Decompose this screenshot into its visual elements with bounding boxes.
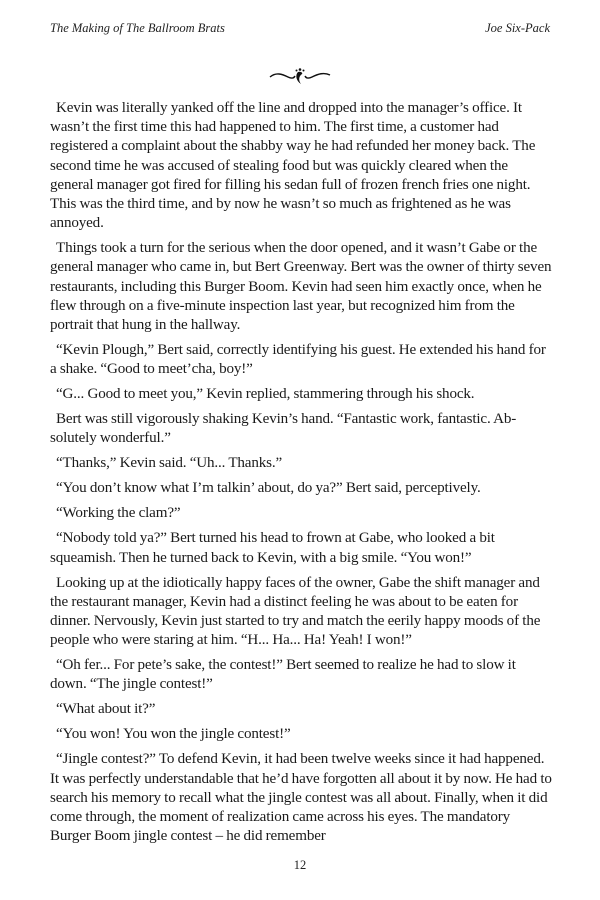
paragraph: “Nobody told ya?” Bert turned his head to frown at Gabe, who looked a bit squeamish. Then he turned back to Kevin, with a big smile. “You won!” (50, 530, 495, 566)
paragraph: “Working the clam?” (56, 505, 181, 522)
paragraph: “What about it?” (56, 701, 156, 718)
paragraph: “G... Good to meet you,” Kevin replied, stammering through his shock. (56, 386, 475, 403)
paragraph: “You don’t know what I’m talkin’ about, do ya?” Bert said, perceptively. (56, 480, 481, 497)
paragraph: Bert was still vigorously shaking Kevin’s hand. “Fantastic work, fantastic. Absolutely wonderful.” (50, 411, 517, 447)
running-header (50, 21, 550, 39)
author-name: Joe Six-Pack (485, 21, 550, 35)
paragraph: “Thanks,” Kevin said. “Uh... Thanks.” (56, 455, 283, 472)
fleuron-ornament-icon (268, 66, 332, 86)
page-number: 12 (293, 858, 307, 872)
book-title: The Making of The Ballroom Brats (50, 21, 225, 35)
paragraph: Looking up at the idiotically happy faces of the owner, Gabe the shift manager and the restaurant manager, Kevin had a distinct feeling he was about to be eaten for dinner. Nervously, Kevin just started to try and match the eerily happy moods of the people who were staring at him. “H... Ha... Ha! Yeah! I won!” (50, 574, 541, 649)
paragraph: “Oh fer... For pete’s sake, the contest!” Bert seemed to realize he had to slow it down. “The jingle contest!” (50, 657, 516, 693)
paragraph: “Jingle contest?” To defend Kevin, it had been twelve weeks since it had happened. It was perfectly understandable that he’d have forgotten all about it by now. He had to search his memory to recall what the jingle contest was all about. Finally, when it did come through, the moment of realization came across his eyes. The mandatory Burger Boom jingle contest – he did remember (50, 751, 552, 845)
paragraph: Things took a turn for the serious when the door opened, and it wasn’t Gabe or the general manager who came in, but Bert Greenway. Bert was the owner of thirty seven restaurants, including this Burger Boom. Kevin had seen him exactly once, when he flew through on a five-minute inspection last year, but recognized him from the portrait that hung in the hallway. (50, 240, 552, 334)
chapter-text (50, 99, 553, 852)
ornament (0, 66, 600, 91)
paragraph: Kevin was literally yanked off the line and dropped into the manager’s office. It wasn’t the first time this had happened to him. The first time, a customer had registered a complaint about the shabby way he had refunded her money back. The second time he was accused of stealing food but was quickly cleared when the general manager got fired for filling his sedan full of frozen french fries one night. This was the third time, and by now he wasn’t so much as frightened as he was annoyed. (50, 100, 536, 232)
paragraph: “You won! You won the jingle contest!” (56, 726, 291, 743)
paragraph: “Kevin Plough,” Bert said, correctly identifying his guest. He extended his hand for a shake. “Good to meet’cha, boy!” (50, 342, 546, 378)
